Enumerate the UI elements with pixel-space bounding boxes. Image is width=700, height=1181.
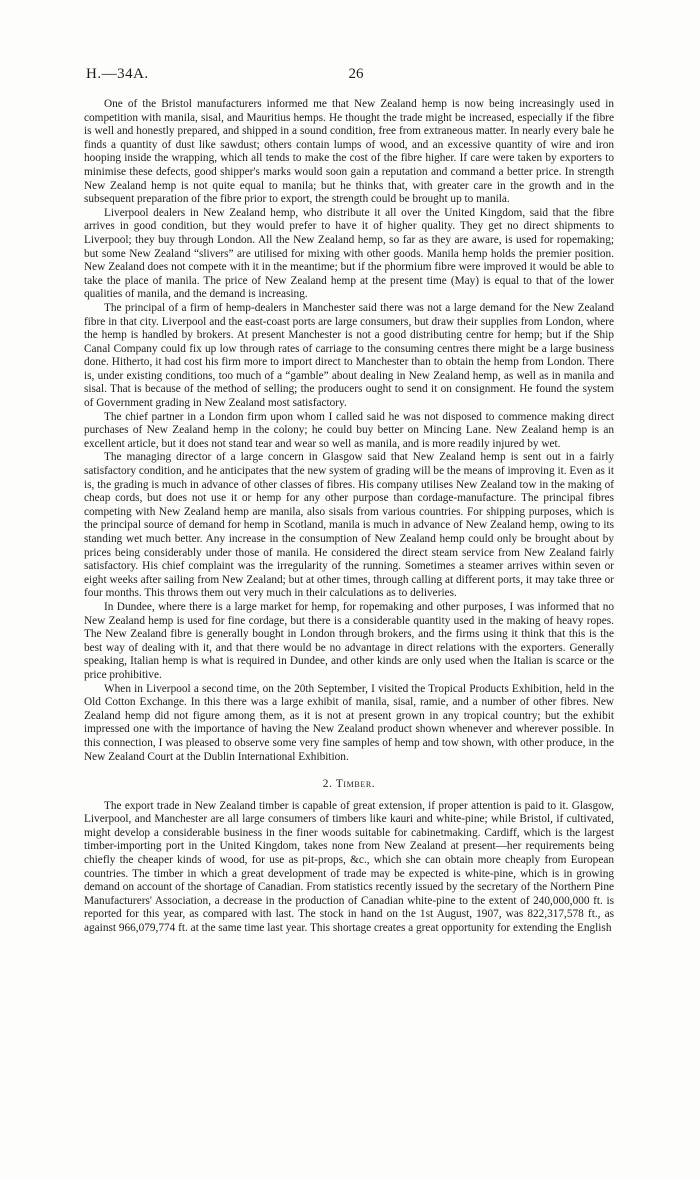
paragraph-tropical-exhibition: When in Liverpool a second time, on the 20th September, I visited the Tropical Products Exhibition, held in the Old Cotton Exchange. In this there was a large exhibit of manila, sisal, ramie, and a number of other fibres. New Zealand hemp did not figure among them, as it is not at present grown in any tropical country; but the exhibit impressed one with the importance of having the New Zealand product shown whenever and wherever possible. In this connection, I was pleased to observe some very fine samples of hemp and tow shown, with other produce, in the New Zealand Court at the Dublin International Exhibition. [84, 682, 614, 763]
paragraph-manchester: The principal of a firm of hemp-dealers in Manchester said there was not a large demand for the New Zealand fibre in that city. Liverpool and the east-coast ports are large consumers, but draw their supplies from London, where the hemp is handled by brokers. At present Manchester is not a good distributing centre for hemp; but if the Ship Canal Company could fix up low through rates of carriage to the consuming centres there might be a large business done. Hitherto, it had cost his firm more to import direct to Manchester than to obtain the hemp from London. There is, under existing conditions, too much of a “gamble” about dealing in New Zealand hemp, as well as in manila and sisal. That is because of the method of selling; the producers ought to send it on consignment. He found the system of Government grading in New Zealand most satisfactory. [84, 301, 614, 410]
paragraph-liverpool-dealers: Liverpool dealers in New Zealand hemp, who distribute it all over the United Kingdom, said that the fibre arrives in good condition, but they would prefer to have it of higher quality. They get no direct shipments to Liverpool; they buy through London. All the New Zealand hemp, so far as they are aware, is used for ropemaking; but some New Zealand “slivers” are utilised for mixing with other goods. Manila hemp holds the premier position. New Zealand does not compete with it in the meantime; but if the phormium fibre were improved it would be able to take the place of manila. The price of New Zealand hemp at the present time (May) is equal to that of the lower qualities of manila, and the demand is increasing. [84, 206, 614, 301]
page-number: 26 [348, 66, 364, 82]
section-heading-timber [84, 778, 614, 792]
body-text [84, 98, 614, 936]
paragraph-london-firm: The chief partner in a London firm upon whom I called said he was not disposed to commence making direct purchases of New Zealand hemp in the colony; he could buy better on Mincing Lane. New Zealand hemp is an excellent article, but it does not stand tear and wear so well as manila, and is more readily injured by wet. [84, 410, 614, 450]
section-number: 2. [322, 778, 333, 791]
page-header [86, 66, 626, 88]
paragraph-dundee: In Dundee, where there is a large market for hemp, for ropemaking and other purposes, I was informed that no New Zealand hemp is used for fine cordage, but there is a considerable quantity used in the making of heavy ropes. The New Zealand fibre is generally bought in London through brokers, and the firms using it think that this is the best way of dealing with it, and that there would be no advantage in direct relations with the exporters. Generally speaking, Italian hemp is what is required in Dundee, and other kinds are only used when the Italian is scarce or the price prohibitive. [84, 600, 614, 681]
paragraph-glasgow: The managing director of a large concern in Glasgow said that New Zealand hemp is sent out in a fairly satisfactory condition, and he anticipates that the new system of grading will be the means of improving it. Even as it is, the grading is much in advance of other classes of fibres. His company utilises New Zealand tow in the making of cheap cords, but does not use it or hemp for any other purpose than cordage-manufacture. The principal fibres competing with New Zealand hemp are manila, also sisals from various countries. For shipping purposes, which is the principal source of demand for hemp in Scotland, manila is much in advance of New Zealand hemp, owing to its standing wet much better. Any increase in the consumption of New Zealand hemp could only be brought about by prices being considerably under those of manila. He considered the direct steam service from New Zealand fairly satisfactory. His chief complaint was the irregularity of the running. Sometimes a steamer arrives within seven or eight weeks after sailing from New Zealand; but at other times, through calling at different ports, it may take three or four months. This throws them out very much in their calculations as to deliveries. [84, 451, 614, 600]
paragraph-timber-export: The export trade in New Zealand timber is capable of great extension, if proper attention is paid to it. Glasgow, Liverpool, and Manchester are all large consumers of timbers like kauri and white-pine; while Bristol, if cultivated, might develop a considerable business in the finer woods suitable for cabinetmaking. Cardiff, which is the largest timber-importing port in the United Kingdom, takes none from New Zealand at present—her requirements being chiefly the cheaper kinds of wood, for use as pit-props, &c., which she can obtain more cheaply from European countries. The timber in which a great development of trade may be expected is white-pine, which is in growing demand on account of the shortage of Canadian. From statistics recently issued by the secretary of the Northern Pine Manufacturers' Association, a decrease in the production of Canadian white-pine to the extent of 240,000,000 ft. is reported for this year, as compared with last. The stock in hand on the 1st August, 1907, was 822,317,578 ft., as against 966,079,774 ft. at the same time last year. This shortage creates a great opportunity for extending the English [84, 799, 614, 935]
document-code: H.—34A. [86, 66, 149, 82]
section-title: Timber. [335, 778, 376, 791]
paragraph-bristol: One of the Bristol manufacturers informed me that New Zealand hemp is now being increasingly used in competition with manila, sisal, and Mauritius hemps. He thought the trade might be increased, especially if the fibre is well and honestly prepared, and shipped in a sound condition, free from extraneous matter. In nearly every bale he finds a quantity of dust like sawdust; others contain lumps of wood, and an excessive quantity of wire and iron hooping inside the wrapping, which all tends to make the cost of the fibre higher. If care were taken by exporters to minimise these defects, good shipper's marks would soon gain a reputation and command a better price. In strength New Zealand hemp is not quite equal to manila; but he thinks that, with greater care in the growth and in the subsequent preparation of the fibre prior to export, the strength could be brought up to manila. [84, 98, 614, 206]
